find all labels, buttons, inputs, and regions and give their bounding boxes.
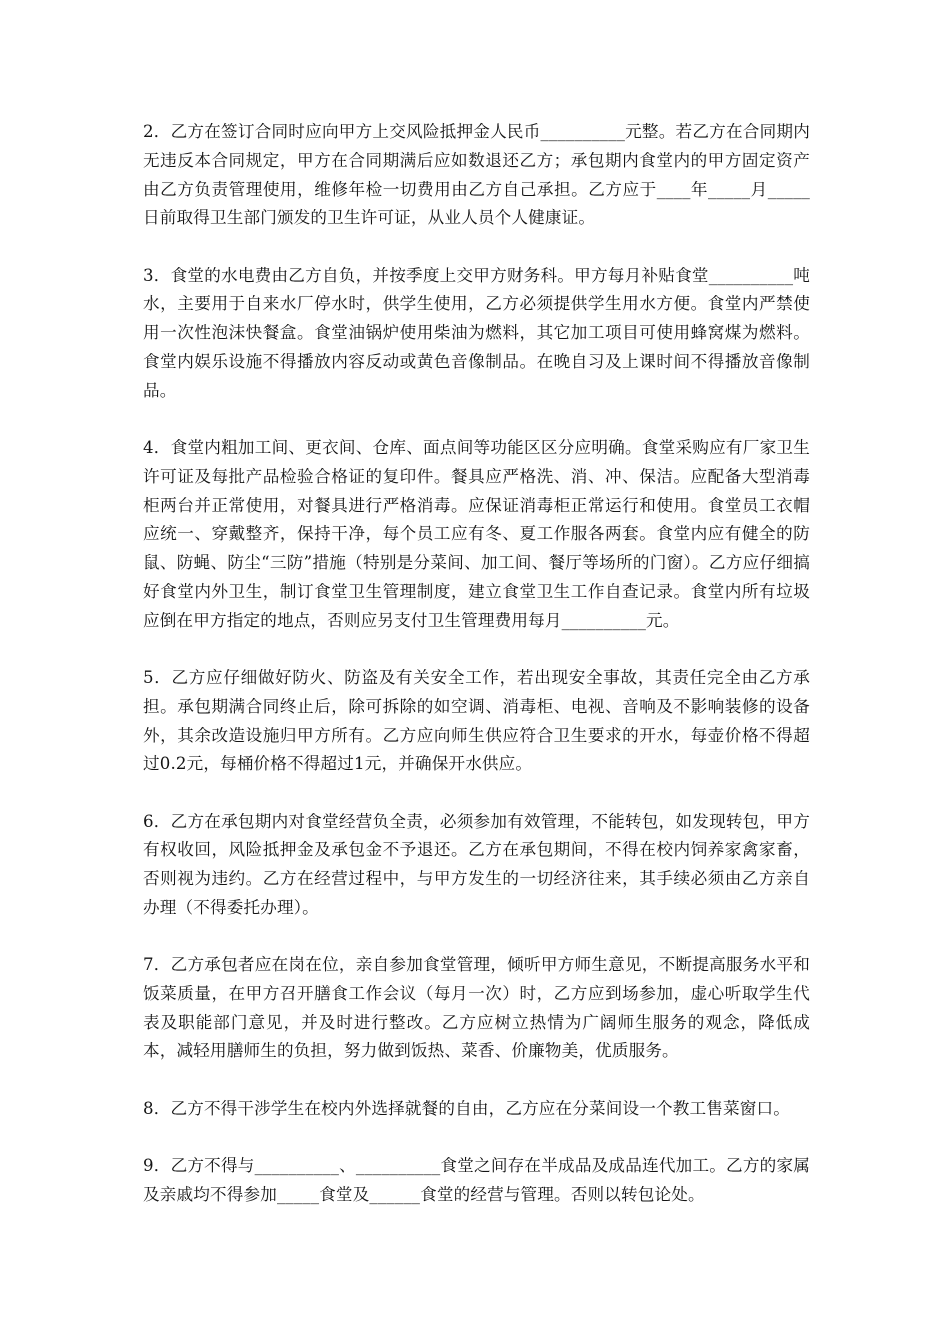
clause-4: 4．食堂内粗加工间、更衣间、仓库、面点间等功能区区分应明确。食堂采购应有厂家卫生许可证及每批产品检验合格证的复印件。餐具应严格洗、消、冲、保洁。应配备大型消毒柜两台并正常使用，对餐具进行严格消毒。应保证消毒柜正常运行和使用。食堂员工衣帽应统一、穿戴整齐，保持干净，每个员工应有冬、夏工作服各两套。食堂内应有健全的防鼠、防蝇、防尘“三防”措施（特别是分菜间、加工间、餐厅等场所的门窗）。乙方应仔细搞好食堂内外卫生，制订食堂卫生管理制度，建立食堂卫生工作自查记录。食堂内所有垃圾应倒在甲方指定的地点，否则应另支付卫生管理费用每月__________元。 [143, 437, 810, 630]
clause-7: 7．乙方承包者应在岗在位，亲自参加食堂管理，倾听甲方师生意见，不断提高服务水平和饭菜质量，在甲方召开膳食工作会议（每月一次）时，乙方应到场参加，虚心听取学生代表及职能部门意见，并及时进行整改。乙方应树立热情为广阔师生服务的观念，降低成本，减轻用膳师生的负担，努力做到饭热、菜香、价廉物美，优质服务。 [143, 955, 810, 1061]
clause-5: 5．乙方应仔细做好防火、防盗及有关安全工作，若出现安全事故，其责任完全由乙方承担。承包期满合同终止后，除可拆除的如空调、消毒柜、电视、音响及不影响装修的设备外，其余改造设施归甲方所有。乙方应向师生供应符合卫生要求的开水，每壶价格不得超过0.2元，每桶价格不得超过1元，并确保开水供应。 [143, 667, 810, 774]
contract-body [143, 118, 810, 1238]
clause-8: 8．乙方不得干涉学生在校内外选择就餐的自由，乙方应在分菜间设一个教工售菜窗口。 [143, 1098, 790, 1118]
clause-2: 2．乙方在签订合同时应向甲方上交风险抵押金人民币__________元整。若乙方在合同期内无违反本合同规定，甲方在合同期满后应如数退还乙方；承包期内食堂内的甲方固定资产由乙方负责管理使用，维修年检一切费用由乙方自己承担。乙方应于____年_____月_____日前取得卫生部门颁发的卫生许可证，从业人员个人健康证。 [143, 122, 810, 228]
clause-9: 9．乙方不得与__________、__________食堂之间存在半成品及成品连代加工。乙方的家属及亲戚均不得参加_____食堂及______食堂的经营与管理。否则以转包论处。 [143, 1155, 810, 1204]
clause-3: 3．食堂的水电费由乙方自负，并按季度上交甲方财务科。甲方每月补贴食堂__________吨水，主要用于自来水厂停水时，供学生使用，乙方必须提供学生用水方便。食堂内严禁使用一次性泡沫快餐盒。食堂油锅炉使用柴油为燃料，其它加工项目可使用蜂窝煤为燃料。食堂内娱乐设施不得播放内容反动或黄色音像制品。在晚自习及上课时间不得播放音像制品。 [143, 265, 810, 400]
clause-6: 6．乙方在承包期内对食堂经营负全责，必须参加有效管理，不能转包，如发现转包，甲方有权收回，风险抵押金及承包金不予退还。乙方在承包期间，不得在校内饲养家禽家畜，否则视为违约。乙方在经营过程中，与甲方发生的一切经济往来，其手续必须由乙方亲自办理（不得委托办理）。 [143, 811, 810, 917]
